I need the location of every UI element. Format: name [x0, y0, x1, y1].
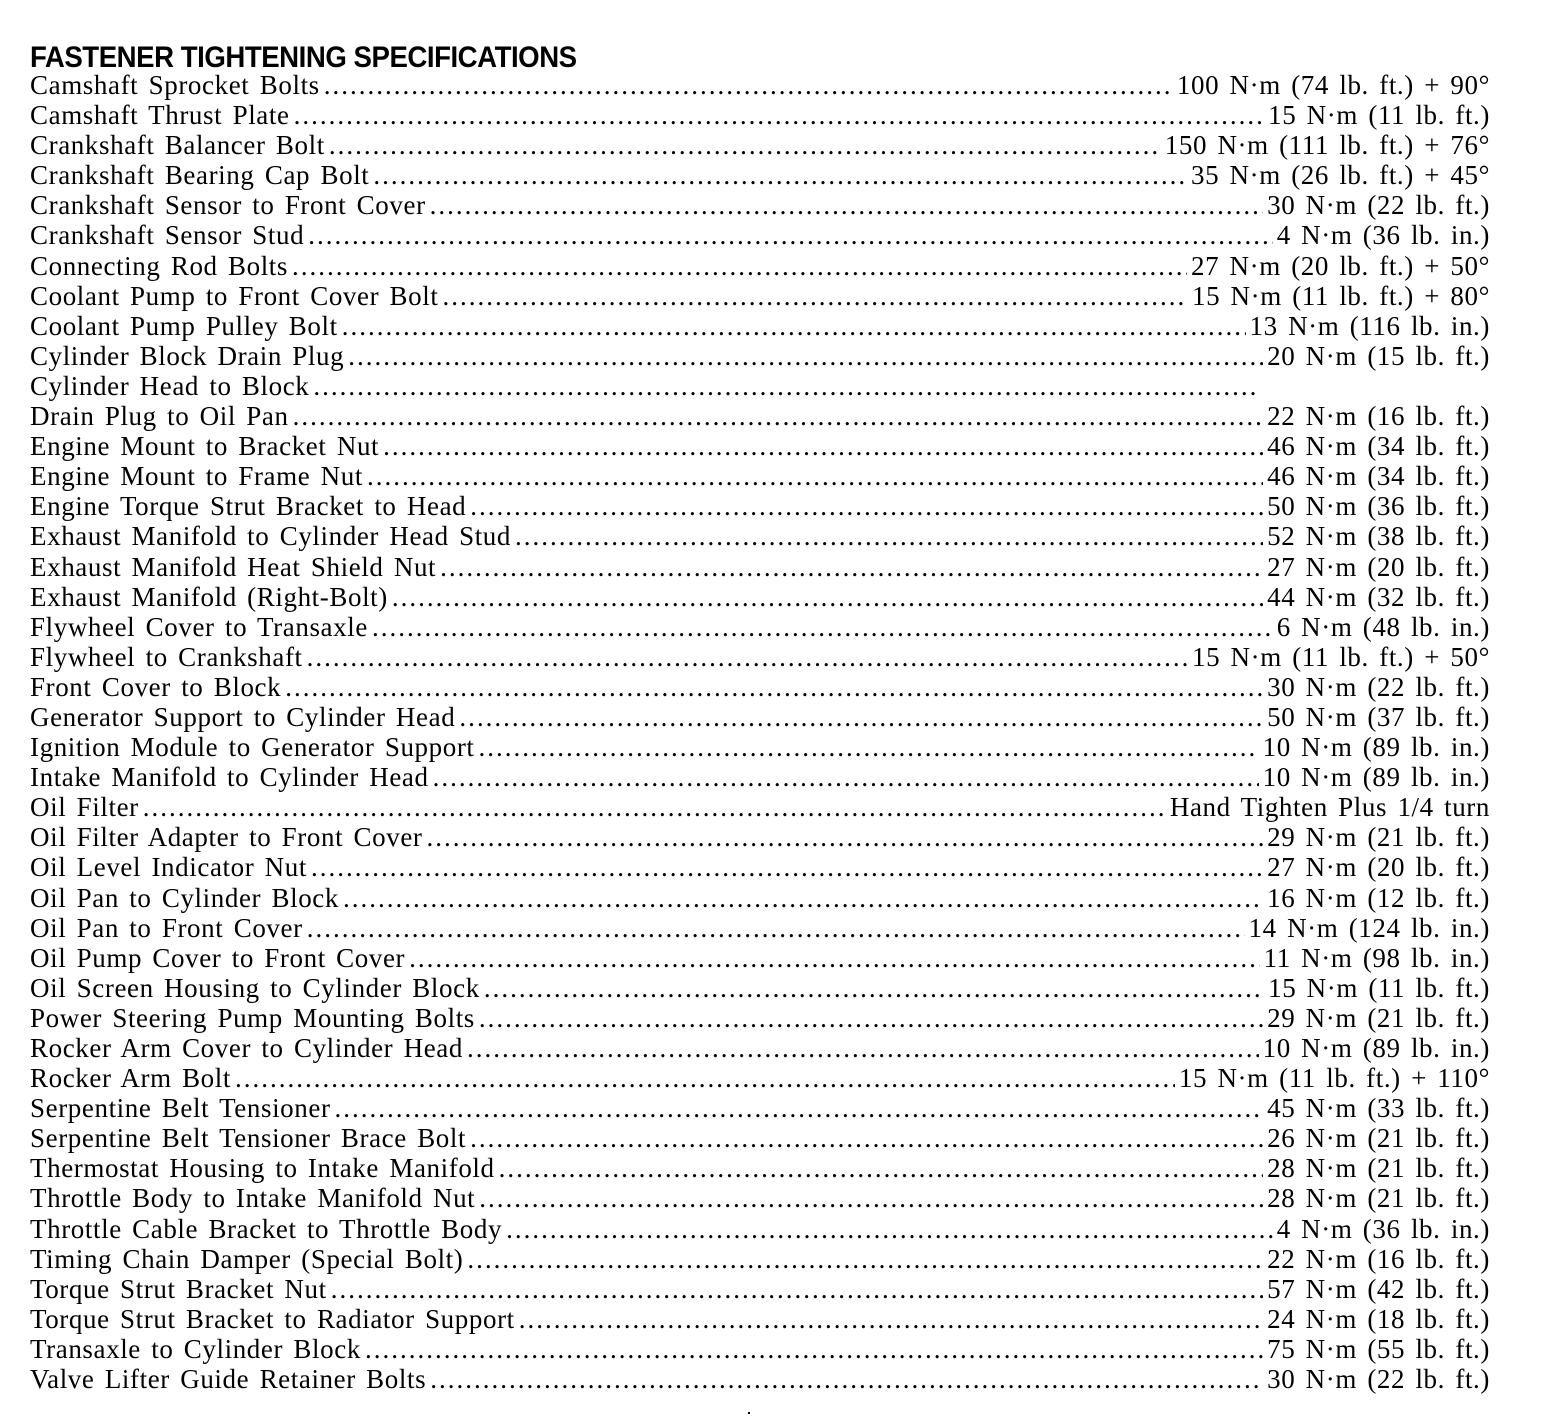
- dot-leader: [470, 491, 1263, 521]
- spec-value: 16 N·m (12 lb. ft.): [1267, 882, 1490, 913]
- spec-name: Oil Filter Adapter to Front Cover: [30, 822, 423, 853]
- spec-row: [30, 220, 1490, 250]
- spec-value: 52 N·m (38 lb. ft.): [1267, 521, 1490, 552]
- spec-row: [30, 100, 1490, 130]
- spec-value: 27 N·m (20 lb. ft.): [1267, 551, 1490, 582]
- spec-value: 4 N·m (36 lb. in.): [1276, 220, 1490, 251]
- spec-value: 27 N·m (20 lb. ft.): [1267, 852, 1490, 883]
- spec-name: Ignition Module to Generator Support: [30, 732, 475, 763]
- spec-value: 15 N·m (11 lb. ft.): [1268, 100, 1490, 131]
- dot-leader: [479, 1003, 1263, 1033]
- dot-leader: [348, 341, 1263, 371]
- spec-row: [30, 371, 1490, 401]
- page-mark: [748, 1412, 750, 1414]
- spec-name: Generator Support to Cylinder Head: [30, 701, 456, 732]
- spec-row: [30, 1364, 1490, 1394]
- spec-value: 10 N·m (89 lb. in.): [1262, 732, 1490, 763]
- dot-leader: [484, 973, 1264, 1003]
- dot-leader: [470, 1123, 1263, 1153]
- spec-row: [30, 190, 1490, 220]
- spec-row: [30, 1093, 1490, 1123]
- spec-row: [30, 1033, 1490, 1063]
- dot-leader: [479, 732, 1259, 762]
- spec-name: Serpentine Belt Tensioner Brace Bolt: [30, 1123, 467, 1154]
- spec-value: 20 N·m (15 lb. ft.): [1267, 340, 1490, 371]
- dot-leader: [285, 672, 1263, 702]
- spec-row: [30, 1153, 1490, 1183]
- spec-name: Engine Torque Strut Bracket to Head: [30, 491, 467, 522]
- spec-row: [30, 642, 1490, 672]
- spec-name: Cylinder Block Drain Plug: [30, 340, 345, 371]
- spec-row: [30, 1003, 1490, 1033]
- spec-name: Oil Level Indicator Nut: [30, 852, 307, 883]
- dot-leader: [294, 100, 1265, 130]
- dot-leader: [467, 1244, 1263, 1274]
- spec-value: 15 N·m (11 lb. ft.): [1268, 972, 1490, 1003]
- spec-value: 150 N·m (111 lb. ft.) + 76°: [1164, 130, 1490, 161]
- spec-value: 15 N·m (11 lb. ft.) + 110°: [1178, 1063, 1490, 1094]
- dot-leader: [459, 702, 1263, 732]
- spec-value: 30 N·m (22 lb. ft.): [1267, 190, 1490, 221]
- page-title: FASTENER TIGHTENING SPECIFICATIONS: [30, 41, 577, 75]
- spec-value: 35 N·m (26 lb. ft.) + 45°: [1191, 160, 1490, 191]
- dot-leader: [235, 1063, 1175, 1093]
- dot-leader: [427, 822, 1264, 852]
- dot-leader: [479, 1183, 1263, 1213]
- spec-row: [30, 943, 1490, 973]
- spec-row: [30, 461, 1490, 491]
- spec-row: [30, 702, 1490, 732]
- dot-leader: [307, 642, 1188, 672]
- dot-leader: [433, 762, 1259, 792]
- dot-leader: [372, 612, 1273, 642]
- spec-row: [30, 1274, 1490, 1304]
- spec-row: [30, 130, 1490, 160]
- spec-row: [30, 672, 1490, 702]
- spec-row: [30, 491, 1490, 521]
- spec-value: 57 N·m (42 lb. ft.): [1267, 1273, 1490, 1304]
- spec-row: [30, 311, 1490, 341]
- spec-name: Oil Filter: [30, 792, 139, 823]
- spec-name: Rocker Arm Bolt: [30, 1063, 231, 1094]
- spec-name: Oil Screen Housing to Cylinder Block: [30, 972, 480, 1003]
- spec-name: Drain Plug to Oil Pan: [30, 401, 289, 432]
- spec-name: Exhaust Manifold to Cylinder Head Stud: [30, 521, 511, 552]
- dot-leader: [442, 281, 1188, 311]
- dot-leader: [343, 883, 1263, 913]
- dot-leader: [430, 190, 1263, 220]
- spec-row: [30, 1244, 1490, 1274]
- spec-name: Camshaft Sprocket Bolts: [30, 70, 320, 100]
- spec-value: 22 N·m (16 lb. ft.): [1267, 1243, 1490, 1274]
- spec-name: Camshaft Thrust Plate: [30, 100, 290, 131]
- spec-row: [30, 762, 1490, 792]
- dot-leader: [367, 461, 1263, 491]
- spec-row: [30, 913, 1490, 943]
- dot-leader: [307, 913, 1245, 943]
- spec-value: Hand Tighten Plus 1/4 turn: [1169, 792, 1490, 823]
- spec-value: 50 N·m (37 lb. ft.): [1267, 701, 1490, 732]
- spec-row: [30, 341, 1490, 371]
- spec-name: Coolant Pump to Front Cover Bolt: [30, 280, 439, 311]
- dot-leader: [373, 160, 1187, 190]
- spec-name: Transaxle to Cylinder Block: [30, 1333, 361, 1364]
- spec-row: [30, 612, 1490, 642]
- spec-name: Oil Pump Cover to Front Cover: [30, 942, 406, 973]
- dot-leader: [515, 521, 1263, 551]
- dot-leader: [293, 401, 1264, 431]
- dot-leader: [329, 130, 1161, 160]
- spec-name: Throttle Body to Intake Manifold Nut: [30, 1183, 476, 1214]
- spec-row: [30, 883, 1490, 913]
- spec-row: [30, 281, 1490, 311]
- spec-name: Crankshaft Bearing Cap Bolt: [30, 160, 370, 191]
- spec-name: Power Steering Pump Mounting Bolts: [30, 1002, 475, 1033]
- spec-value: 15 N·m (11 lb. ft.) + 80°: [1192, 280, 1490, 311]
- dot-leader: [467, 1033, 1259, 1063]
- dot-leader: [506, 1214, 1273, 1244]
- spec-name: Coolant Pump Pulley Bolt: [30, 310, 338, 341]
- spec-row: [30, 552, 1490, 582]
- spec-name: Engine Mount to Frame Nut: [30, 461, 363, 492]
- dot-leader: [409, 943, 1259, 973]
- spec-row: [30, 521, 1490, 551]
- spec-value: 26 N·m (21 lb. ft.): [1267, 1123, 1490, 1154]
- dot-leader: [292, 251, 1187, 281]
- spec-name: Oil Pan to Front Cover: [30, 912, 303, 943]
- dot-leader: [519, 1304, 1263, 1334]
- spec-row: [30, 431, 1490, 461]
- spec-value: 29 N·m (21 lb. ft.): [1267, 822, 1490, 853]
- spec-value: 24 N·m (18 lb. ft.): [1267, 1303, 1490, 1334]
- spec-row: [30, 732, 1490, 762]
- dot-leader: [430, 1364, 1263, 1394]
- spec-value: 28 N·m (21 lb. ft.): [1267, 1183, 1490, 1214]
- spec-value: 46 N·m (34 lb. ft.): [1267, 431, 1490, 462]
- spec-value: 50 N·m (36 lb. ft.): [1267, 491, 1490, 522]
- spec-value: 30 N·m (22 lb. ft.): [1267, 671, 1490, 702]
- spec-name: Cylinder Head to Block: [30, 370, 310, 401]
- spec-row: [30, 852, 1490, 882]
- dot-leader: [365, 1334, 1263, 1364]
- spec-name: Flywheel to Crankshaft: [30, 641, 303, 672]
- spec-row: [30, 1214, 1490, 1244]
- dot-leader: [324, 70, 1173, 100]
- dot-leader: [383, 431, 1263, 461]
- spec-row: [30, 792, 1490, 822]
- spec-row: [30, 1334, 1490, 1364]
- dot-leader: [331, 1274, 1263, 1304]
- spec-value: 29 N·m (21 lb. ft.): [1267, 1002, 1490, 1033]
- spec-name: Exhaust Manifold Heat Shield Nut: [30, 551, 437, 582]
- spec-name: Connecting Rod Bolts: [30, 250, 289, 281]
- spec-value: 28 N·m (21 lb. ft.): [1267, 1153, 1490, 1184]
- spec-name: Crankshaft Sensor Stud: [30, 220, 305, 251]
- spec-row: [30, 160, 1490, 190]
- spec-name: Oil Pan to Cylinder Block: [30, 882, 339, 913]
- spec-value: 30 N·m (22 lb. ft.): [1267, 1364, 1490, 1395]
- spec-value: 27 N·m (20 lb. ft.) + 50°: [1191, 250, 1490, 281]
- dot-leader: [311, 852, 1263, 882]
- dot-leader: [392, 582, 1263, 612]
- spec-value: 14 N·m (124 lb. in.): [1248, 912, 1490, 943]
- spec-row: [30, 973, 1490, 1003]
- spec-name: Crankshaft Balancer Bolt: [30, 130, 325, 161]
- spec-name: Exhaust Manifold (Right-Bolt): [30, 581, 388, 612]
- spec-name: Engine Mount to Bracket Nut: [30, 431, 380, 462]
- spec-name: Thermostat Housing to Intake Manifold: [30, 1153, 495, 1184]
- dot-leader: [143, 792, 1166, 822]
- spec-value: 100 N·m (74 lb. ft.) + 90°: [1176, 70, 1490, 100]
- spec-value: 11 N·m (98 lb. in.): [1263, 942, 1490, 973]
- dot-leader: [335, 1093, 1264, 1123]
- spec-name: Throttle Cable Bracket to Throttle Body: [30, 1213, 503, 1244]
- spec-value: 75 N·m (55 lb. ft.): [1267, 1333, 1490, 1364]
- spec-row: [30, 70, 1490, 100]
- spec-value: 46 N·m (34 lb. ft.): [1267, 461, 1490, 492]
- spec-value: 10 N·m (89 lb. in.): [1262, 1033, 1490, 1063]
- spec-value: 45 N·m (33 lb. ft.): [1267, 1093, 1490, 1124]
- spec-name: Crankshaft Sensor to Front Cover: [30, 190, 426, 221]
- spec-value: 10 N·m (89 lb. in.): [1262, 762, 1490, 793]
- dot-leader: [499, 1153, 1264, 1183]
- spec-value: 13 N·m (116 lb. in.): [1249, 310, 1490, 341]
- dot-leader: [308, 220, 1273, 250]
- spec-row: [30, 1063, 1490, 1093]
- spec-row: [30, 822, 1490, 852]
- spec-name: Intake Manifold to Cylinder Head: [30, 762, 429, 793]
- spec-value: 15 N·m (11 lb. ft.) + 50°: [1192, 641, 1490, 672]
- spec-value: 4 N·m (36 lb. in.): [1276, 1213, 1490, 1244]
- spec-row: [30, 1304, 1490, 1334]
- spec-name: Serpentine Belt Tensioner: [30, 1093, 331, 1124]
- spec-name: Front Cover to Block: [30, 671, 282, 702]
- spec-row: [30, 1123, 1490, 1153]
- dot-leader: [440, 552, 1263, 582]
- spec-value: 22 N·m (16 lb. ft.): [1267, 401, 1490, 432]
- spec-value: 6 N·m (48 lb. in.): [1276, 611, 1490, 642]
- spec-row: [30, 401, 1490, 431]
- spec-value: 44 N·m (32 lb. ft.): [1267, 581, 1490, 612]
- spec-list: [30, 70, 1490, 1394]
- dot-leader: [342, 311, 1246, 341]
- spec-row: [30, 251, 1490, 281]
- spec-name: Torque Strut Bracket to Radiator Support: [30, 1303, 515, 1334]
- spec-name: Rocker Arm Cover to Cylinder Head: [30, 1033, 463, 1063]
- spec-name: Timing Chain Damper (Special Bolt): [30, 1243, 464, 1274]
- spec-row: [30, 1183, 1490, 1213]
- spec-name: Valve Lifter Guide Retainer Bolts: [30, 1364, 427, 1395]
- spec-name: Torque Strut Bracket Nut: [30, 1273, 327, 1304]
- spec-row: [30, 582, 1490, 612]
- dot-leader: [313, 371, 1258, 401]
- spec-name: Flywheel Cover to Transaxle: [30, 611, 368, 642]
